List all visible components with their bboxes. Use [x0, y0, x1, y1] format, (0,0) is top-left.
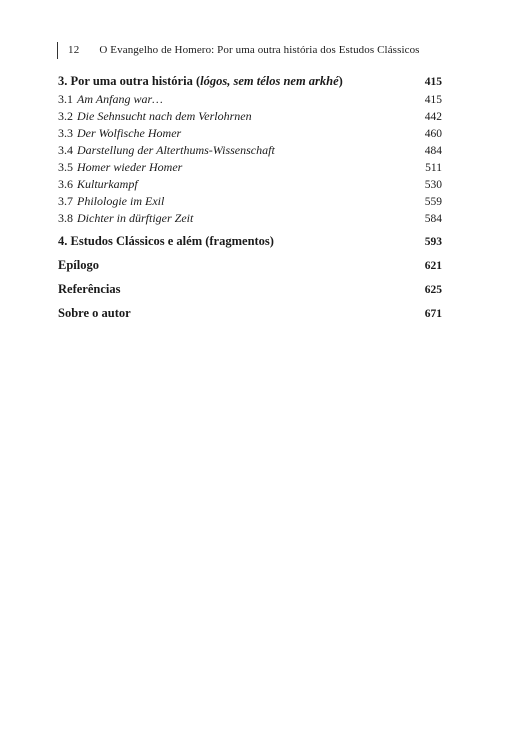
toc-section — [58, 143, 442, 160]
section-page: 559 — [424, 196, 442, 208]
section-page: 530 — [424, 179, 442, 191]
sobre-page: 671 — [424, 308, 442, 320]
toc-section — [58, 109, 442, 126]
section-title: Homer wieder Homer — [77, 160, 183, 174]
chapter-page: 593 — [424, 236, 442, 248]
section-page: 460 — [424, 128, 442, 140]
epilogo-page: 621 — [424, 260, 442, 272]
section-number: 3.6 — [58, 177, 73, 191]
toc-section — [58, 126, 442, 143]
chapter-title: 4. Estudos Clássicos e além (fragmentos) — [58, 234, 274, 248]
section-page: 484 — [424, 145, 442, 157]
chapter-page: 415 — [424, 76, 442, 88]
section-page: 415 — [424, 94, 442, 106]
table-of-contents — [58, 74, 442, 324]
header-rule — [57, 42, 58, 59]
toc-epilogo — [58, 258, 442, 276]
section-page: 442 — [424, 111, 442, 123]
toc-section — [58, 194, 442, 211]
section-title: Darstellung der Alterthums-Wissenschaft — [77, 143, 275, 157]
chapter-title: 3. Por uma outra história (lógos, sem télos nem arkhé) — [58, 74, 343, 88]
section-title: Die Sehnsucht nach dem Verlohrnen — [77, 109, 252, 123]
toc-chapter-3 — [58, 74, 442, 92]
page-number: 12 — [68, 44, 80, 56]
section-title: Kulturkampf — [77, 177, 138, 191]
section-number: 3.7 — [58, 194, 73, 208]
epilogo-title: Epílogo — [58, 258, 99, 272]
toc-section — [58, 211, 442, 228]
section-number: 3.2 — [58, 109, 73, 123]
section-page: 511 — [425, 162, 442, 174]
section-number: 3.5 — [58, 160, 73, 174]
referencias-page: 625 — [424, 284, 442, 296]
toc-referencias — [58, 282, 442, 300]
section-number: 3.3 — [58, 126, 73, 140]
toc-chapter-4 — [58, 234, 442, 252]
toc-sobre-o-autor — [58, 306, 442, 324]
section-title: Dichter in dürftiger Zeit — [77, 211, 194, 225]
toc-section — [58, 177, 442, 194]
section-title: Philologie im Exil — [77, 194, 165, 208]
running-header — [57, 40, 420, 60]
sobre-title: Sobre o autor — [58, 306, 131, 320]
referencias-title: Referências — [58, 282, 121, 296]
section-number: 3.8 — [58, 211, 73, 225]
section-page: 584 — [424, 213, 442, 225]
toc-section — [58, 92, 442, 109]
section-number: 3.1 — [58, 92, 73, 106]
toc-section — [58, 160, 442, 177]
running-title: O Evangelho de Homero: Por uma outra história dos Estudos Clássicos — [99, 44, 420, 56]
section-number: 3.4 — [58, 143, 73, 157]
section-title: Der Wolfische Homer — [77, 126, 182, 140]
section-title: Am Anfang war… — [77, 92, 163, 106]
